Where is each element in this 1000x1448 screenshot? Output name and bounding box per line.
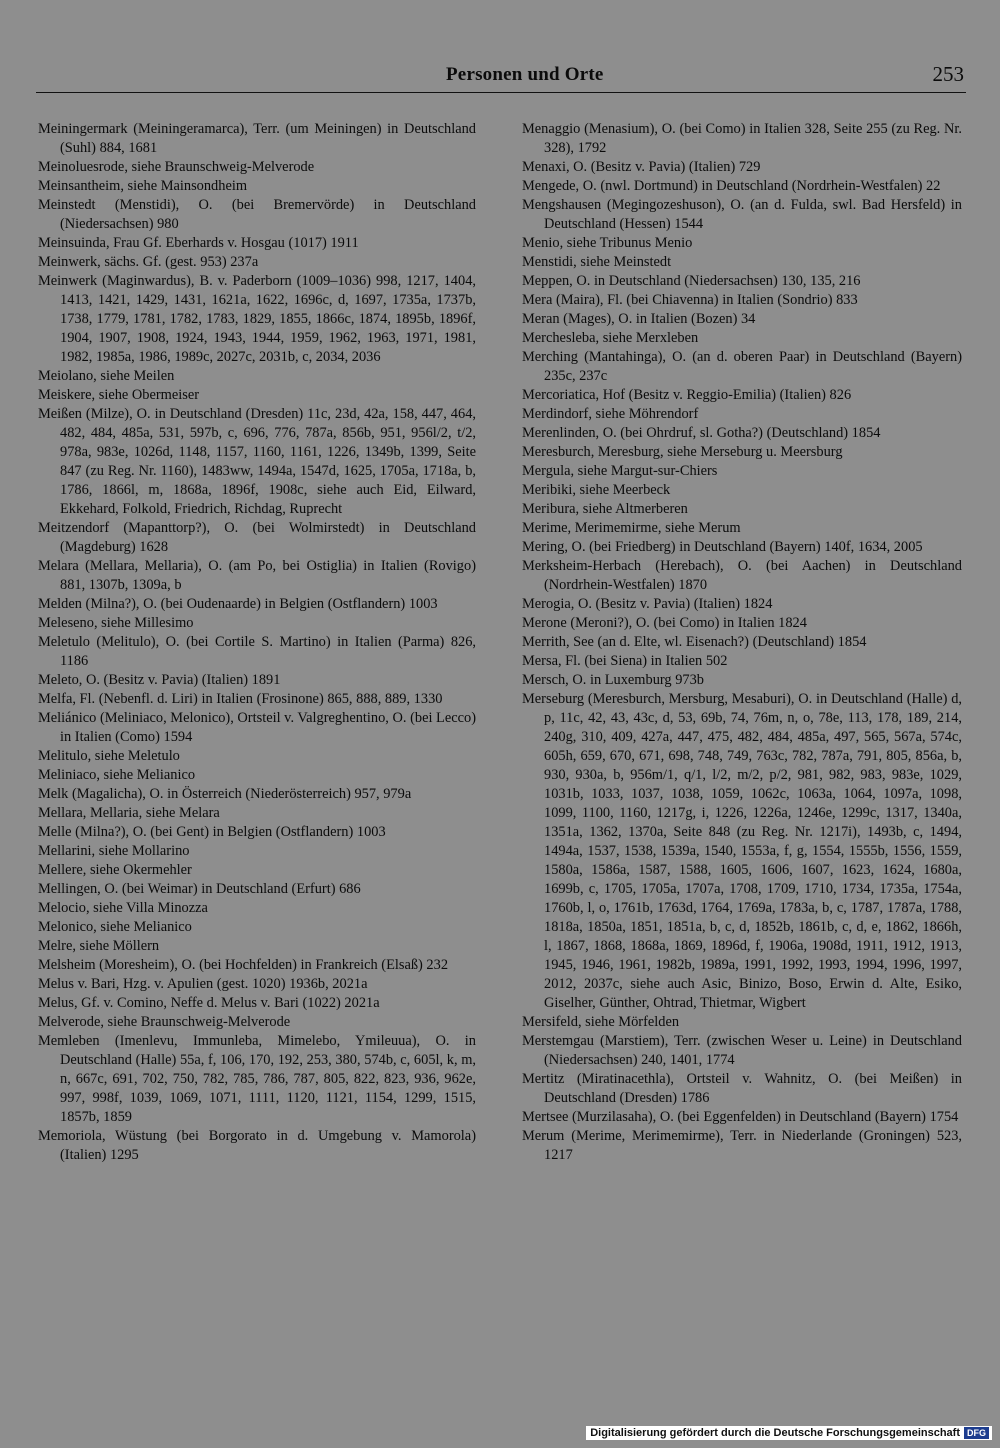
index-entry: Mersch, O. in Luxemburg 973b (522, 672, 704, 688)
index-entry: Mersa, Fl. (bei Siena) in Italien 502 (522, 653, 728, 669)
index-entry: Meiskere, siehe Obermeiser (38, 387, 200, 403)
index-entry: Meliánico (Meliniaco, Melonico), Ortsteil v. Valgreghentino, O. (bei Lecco) in Italien (Como) 1594 (38, 710, 476, 745)
index-entry: Merching (Mantahinga), O. (an d. oberen Paar) in Deutschland (Bayern) 235c, 237c (522, 349, 962, 384)
index-entry: Mera (Maira), Fl. (bei Chiavenna) in Italien (Sondrio) 833 (522, 292, 858, 308)
index-entry: Mercoriatica, Hof (Besitz v. Reggio-Emilia) (Italien) 826 (522, 387, 852, 403)
index-entry: Melk (Magalicha), O. in Österreich (Niederösterreich) 957, 979a (38, 786, 412, 802)
index-entry: Mellarini, siehe Mollarino (38, 843, 190, 859)
index-entry: Meinoluesrode, siehe Braunschweig-Melverode (38, 159, 315, 175)
index-entry: Mertitz (Miratinacethla), Ortsteil v. Wahnitz, O. (bei Meißen) in Deutschland (Dresden) 1786 (522, 1071, 962, 1106)
index-entry: Melus, Gf. v. Comino, Neffe d. Melus v. Bari (1022) 2021a (38, 995, 380, 1011)
index-entry: Meißen (Milze), O. in Deutschland (Dresden) 11c, 23d, 42a, 158, 447, 464, 482, 484, 485a, 531, 597b, c, 696, 776, 787a, 856b, 951, 956l/2, t/2, 978a, 983e, 1026d, 1148, 1157, 1160, 1161, 1226, 1349b, 1399, Seite 847 (zu Reg. Nr. 1160), 1483ww, 1494a, 1547d, 1625, 1705a, 1718a, b, 1786, 1866l, m, 1868a, 1896f, 1908c, siehe auch Eid, Eilward, Ekkehard, Folkold, Friedrich, Richdag, Ruprecht (38, 406, 476, 517)
page-header (36, 62, 966, 93)
index-entry: Melverode, siehe Braunschweig-Melverode (38, 1014, 291, 1030)
index-entry: Mellere, siehe Okermehler (38, 862, 192, 878)
index-entry: Mering, O. (bei Friedberg) in Deutschland (Bayern) 140f, 1634, 2005 (522, 539, 923, 555)
index-entry: Meribiki, siehe Meerbeck (522, 482, 671, 498)
index-column-right (522, 120, 962, 1165)
index-entry: Meinstedt (Menstidi), O. (bei Bremervörde) in Deutschland (Niedersachsen) 980 (38, 197, 476, 232)
index-entry: Meiningermark (Meiningeramarca), Terr. (um Meiningen) in Deutschland (Suhl) 884, 1681 (38, 121, 476, 156)
index-entry: Mengede, O. (nwl. Dortmund) in Deutschland (Nordrhein-Westfalen) 22 (522, 178, 941, 194)
index-entry: Melle (Milna?), O. (bei Gent) in Belgien (Ostflandern) 1003 (38, 824, 386, 840)
index-entry: Melocio, siehe Villa Minozza (38, 900, 208, 916)
index-entry: Menstidi, siehe Meinstedt (522, 254, 672, 270)
index-entry: Merksheim-Herbach (Herebach), O. (bei Aachen) in Deutschland (Nordrhein-Westfalen) 1870 (522, 558, 962, 593)
index-entry: Mergula, siehe Margut-sur-Chiers (522, 463, 718, 479)
index-entry: Meletulo (Melitulo), O. (bei Cortile S. Martino) in Italien (Parma) 826, 1186 (38, 634, 476, 669)
dfg-logo: DFG (964, 1427, 989, 1439)
index-entry: Melre, siehe Möllern (38, 938, 160, 954)
index-entry: Merstemgau (Marstiem), Terr. (zwischen Weser u. Leine) in Deutschland (Niedersachsen) 240, 1401, 1774 (522, 1033, 962, 1068)
index-entry: Melara (Mellara, Mellaria), O. (am Po, bei Ostiglia) in Italien (Rovigo) 881, 1307b, 1309a, b (38, 558, 476, 593)
index-entry: Merrith, See (an d. Elte, wl. Eisenach?) (Deutschland) 1854 (522, 634, 867, 650)
index-entry: Merogia, O. (Besitz v. Pavia) (Italien) 1824 (522, 596, 773, 612)
index-entry: Mellingen, O. (bei Weimar) in Deutschland (Erfurt) 686 (38, 881, 361, 897)
index-entry: Meinsantheim, siehe Mainsondheim (38, 178, 248, 194)
index-entry: Melsheim (Moresheim), O. (bei Hochfelden) in Frankreich (Elsaß) 232 (38, 957, 449, 973)
index-entry: Mengshausen (Megingozeshuson), O. (an d. Fulda, swl. Bad Hersfeld) in Deutschland (Hessen) 1544 (522, 197, 962, 232)
index-entry: Merime, Merimemirme, siehe Merum (522, 520, 741, 536)
index-entry: Merone (Meroni?), O. (bei Como) in Italien 1824 (522, 615, 807, 631)
index-entry: Meleseno, siehe Millesimo (38, 615, 194, 631)
index-entry: Melus v. Bari, Hzg. v. Apulien (gest. 1020) 1936b, 2021a (38, 976, 368, 992)
index-entry: Meresburch, Meresburg, siehe Merseburg u. Meersburg (522, 444, 843, 460)
index-entry: Merum (Merime, Merimemirme), Terr. in Niederlande (Groningen) 523, 1217 (522, 1128, 962, 1163)
index-column-left (38, 120, 476, 1165)
index-entry: Meran (Mages), O. in Italien (Bozen) 34 (522, 311, 756, 327)
index-entry: Melitulo, siehe Meletulo (38, 748, 180, 764)
running-title: Personen und Orte (446, 64, 604, 85)
index-entry: Merdindorf, siehe Möhrendorf (522, 406, 699, 422)
index-entry: Melfa, Fl. (Nebenfl. d. Liri) in Italien (Frosinone) 865, 888, 889, 1330 (38, 691, 443, 707)
index-entry: Meribura, siehe Altmerberen (522, 501, 688, 517)
index-entry: Mertsee (Murzilasaha), O. (bei Eggenfelden) in Deutschland (Bayern) 1754 (522, 1109, 959, 1125)
index-entry: Menaggio (Menasium), O. (bei Como) in Italien 328, Seite 255 (zu Reg. Nr. 328), 1792 (522, 121, 962, 156)
footer-text: Digitalisierung gefördert durch die Deutsche Forschungsgemeinschaft (590, 1427, 960, 1439)
index-entry: Mellara, Mellaria, siehe Melara (38, 805, 220, 821)
index-entry: Merseburg (Meresburch, Mersburg, Mesaburi), O. in Deutschland (Halle) d, p, 11c, 42, 43, 43c, d, 53, 69b, 74, 76m, n, o, 78e, 113, 178, 189, 214, 240g, 310, 409, 427a, 447, 475, 482, 484, 485a, 497, 565, 567a, 574c, 605h, 659, 670, 671, 698, 748, 749, 763c, 782, 787a, 791, 805, 856a, b, 930, 930a, b, 956m/1, q/1, l/2, m/2, p/2, 981, 982, 983, 983e, 1029, 1031b, 1033, 1037, 1038, 1059, 1062c, 1063a, 1064, 1097a, 1098, 1099, 1100, 1160, 1217g, i, 1226, 1226a, 1246e, 1299c, 1317, 1340a, 1351a, 1362, 1370a, Seite 848 (zu Reg. Nr. 1217i), 1493b, c, 1494, 1494a, 1537, 1538, 1539a, 1540, 1553a, f, g, 1554, 1555b, 1556, 1559, 1580a, 1586a, 1587, 1588, 1605, 1606, 1607, 1623, 1624, 1680a, 1699b, c, 1705, 1705a, 1707a, 1708, 1709, 1710, 1734, 1735a, 1754a, 1760b, l, o, 1761b, 1763d, 1764, 1769a, 1783a, b, c, 1787, 1787a, 1788, 1818a, 1850a, 1851, 1851a, b, c, d, 1852b, 1861b, c, d, e, 1862, 1866h, l, 1867, 1868, 1868a, 1869, 1896d, f, 1906a, 1908d, 1911, 1912, 1913, 1945, 1946, 1961, 1982b, 1989a, 1991, 1992, 1993, 1994, 1996, 1997, 2012, 2037c, siehe auch Asic, Binizo, Boso, Erwin d. Alte, Esiko, Giselher, Günther, Ohtrad, Thietmar, Wigbert (522, 691, 962, 1011)
index-entry: Memoriola, Wüstung (bei Borgorato in d. Umgebung v. Mamorola) (Italien) 1295 (38, 1128, 476, 1163)
index-entry: Meitzendorf (Mapanttorp?), O. (bei Wolmirstedt) in Deutschland (Magdeburg) 1628 (38, 520, 476, 555)
index-entry: Meleto, O. (Besitz v. Pavia) (Italien) 1891 (38, 672, 281, 688)
index-entry: Meliniaco, siehe Melianico (38, 767, 196, 783)
index-entry: Meiolano, siehe Meilen (38, 368, 175, 384)
index-entry: Meinwerk, sächs. Gf. (gest. 953) 237a (38, 254, 259, 270)
index-entry: Meppen, O. in Deutschland (Niedersachsen) 130, 135, 216 (522, 273, 861, 289)
index-entry: Memleben (Imenlevu, Immunleba, Mimelebo, Ymileuua), O. in Deutschland (Halle) 55a, f, 106, 170, 192, 253, 380, 574b, c, 605l, k, m, n, 667c, 691, 702, 750, 782, 785, 786, 787, 805, 822, 823, 936, 962e, 997, 998f, 1039, 1069, 1071, 1111, 1120, 1121, 1154, 1299, 1515, 1857b, 1859 (38, 1033, 476, 1125)
index-entry: Merchesleba, siehe Merxleben (522, 330, 699, 346)
dfg-footer (586, 1426, 992, 1440)
index-entry: Meinsuinda, Frau Gf. Eberhards v. Hosgau (1017) 1911 (38, 235, 359, 251)
index-entry: Merenlinden, O. (bei Ohrdruf, sl. Gotha?) (Deutschland) 1854 (522, 425, 881, 441)
page-number: 253 (932, 62, 964, 86)
index-entry: Menaxi, O. (Besitz v. Pavia) (Italien) 729 (522, 159, 761, 175)
index-entry: Mersifeld, siehe Mörfelden (522, 1014, 680, 1030)
index-entry: Menio, siehe Tribunus Menio (522, 235, 693, 251)
index-entry: Melonico, siehe Melianico (38, 919, 192, 935)
index-entry: Meinwerk (Maginwardus), B. v. Paderborn (1009–1036) 998, 1217, 1404, 1413, 1421, 1429, 1431, 1621a, 1622, 1696c, d, 1697, 1735a, 1737b, 1738, 1779, 1781, 1782, 1783, 1829, 1855, 1866c, 1874, 1895b, 1896f, 1904, 1907, 1908, 1924, 1943, 1944, 1959, 1962, 1963, 1971, 1981, 1982, 1985a, 1986, 1989c, 2027c, 2031b, c, 2034, 2036 (38, 273, 476, 365)
index-entry: Melden (Milna?), O. (bei Oudenaarde) in Belgien (Ostflandern) 1003 (38, 596, 438, 612)
